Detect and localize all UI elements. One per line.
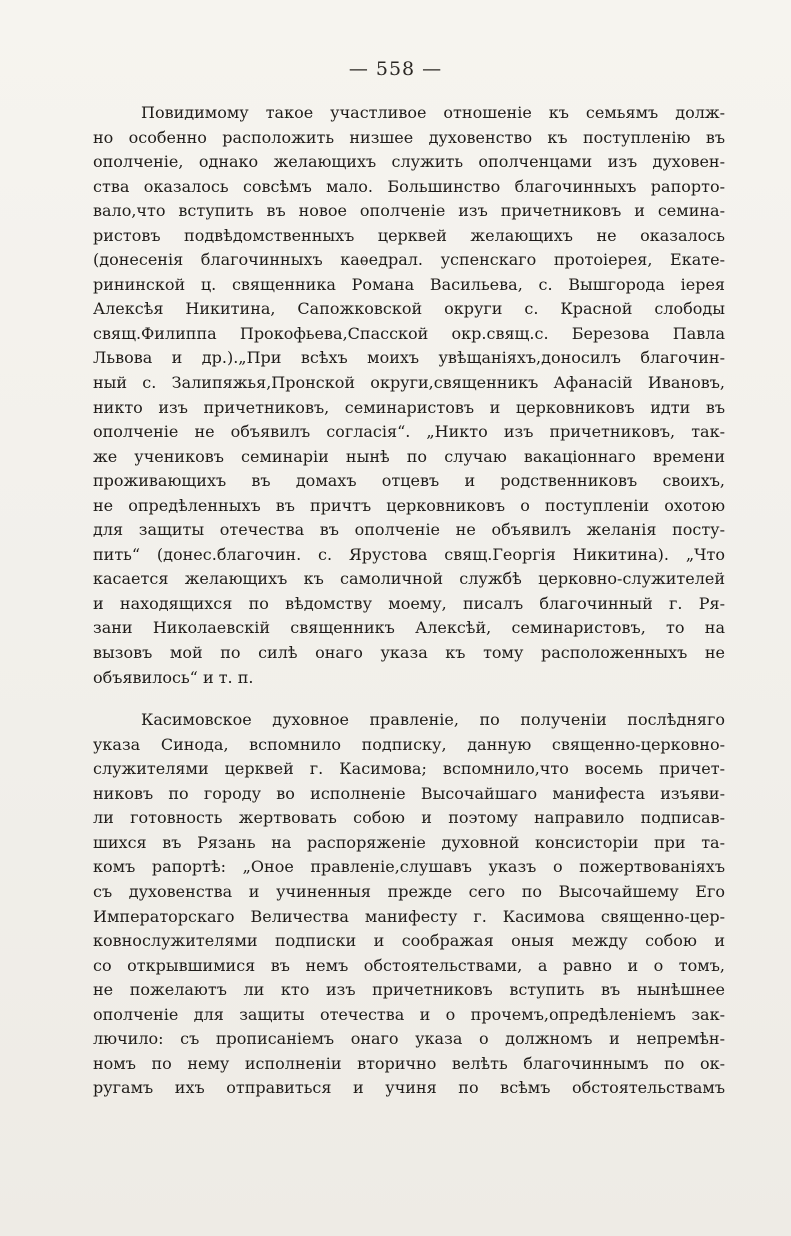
text-line: шихся въ Рязань на распоряженіе духовной консисторіи при та-: [93, 832, 725, 852]
text-line: указа Синода, вспомнило подписку, данную священно-церковно-: [93, 734, 725, 754]
text-line: проживающихъ въ домахъ отцевъ и родственниковъ своихъ,: [93, 471, 725, 491]
text-line: не опредѣленныхъ въ причтъ церковниковъ о поступленіи охотою: [93, 495, 725, 515]
paragraph-2: [93, 708, 725, 1101]
text-line: ли готовность жертвовать собою и поэтому направило подписав-: [93, 808, 725, 828]
text-line: лючило: съ прописаніемъ онаго указа о должномъ и непремѣн-: [93, 1029, 725, 1049]
page-number: — 558 —: [348, 58, 443, 80]
text-line: не пожелаютъ ли кто изъ причетниковъ вступить въ нынѣшнее: [93, 980, 725, 1000]
text-line: номъ по нему исполненіи вторично велѣть благочиннымъ по ок-: [93, 1053, 725, 1073]
text-line: Императорскаго Величества манифесту г. Касимова священно-цер-: [93, 906, 725, 926]
text-line: ополченіе, однако желающихъ служить ополченцами изъ духовен-: [93, 152, 725, 172]
text-line: ства оказалось совсѣмъ мало. Большинство благочинныхъ рапорто-: [93, 176, 725, 196]
text-line: ристовъ подвѣдомственныхъ церквей желающихъ не оказалось: [93, 225, 725, 245]
text-line: никовъ по городу во исполненіе Высочайшаго манифеста изъяви-: [93, 783, 725, 803]
text-line: свящ.Филиппа Прокофьева,Спасской окр.свящ.с. Березова Павла: [93, 323, 725, 343]
paragraph-gap: [93, 690, 725, 708]
body-text: [93, 101, 725, 1101]
text-line: со открывшимися въ немъ обстоятельствами, а равно и о томъ,: [93, 955, 725, 975]
text-line: ругамъ ихъ отправиться и учиня по всѣмъ обстоятельствамъ: [93, 1078, 725, 1098]
text-line: ный с. Залипяжья,Пронской округи,священникъ Афанасій Ивановъ,: [93, 373, 725, 393]
text-line: вало,что вступить въ новое ополченіе изъ причетниковъ и семина-: [93, 201, 725, 221]
text-line: и находящихся по вѣдомству моему, писалъ благочинный г. Ря-: [93, 593, 725, 613]
text-line: Повидимому такое участливое отношеніе къ семьямъ долж-: [141, 103, 725, 122]
text-line: касается желающихъ къ самоличной службѣ церковно-служителей: [93, 569, 725, 589]
text-line: Львова и др.).„При всѣхъ моихъ увѣщаніяхъ,доносилъ благочин-: [93, 348, 725, 368]
text-line: рининской ц. священника Романа Васильева, с. Вышгорода іерея: [93, 274, 725, 294]
text-line: Касимовское духовное правленіе, по полученіи послѣдняго: [141, 710, 725, 730]
text-line: съ духовенства и учиненныя прежде сего по Высочайшему Его: [93, 881, 725, 901]
text-line: объявилось“ и т. п.: [93, 667, 254, 687]
text-line: ополченіе не объявилъ согласія“. „Никто изъ причетниковъ, так-: [93, 422, 725, 442]
text-line: ковнослужителями подписки и соображая оныя между собою и: [93, 931, 725, 951]
text-line: же учениковъ семинаріи нынѣ по случаю вакаціоннаго времени: [93, 446, 725, 466]
text-line: для защиты отечества въ ополченіе не объявилъ желанія посту-: [93, 520, 725, 540]
text-line: зани Николаевскій священникъ Алексѣй, семинаристовъ, то на: [93, 618, 725, 638]
text-line: комъ рапортѣ: „Оное правленіе,слушавъ указъ о пожертвованіяхъ: [93, 857, 725, 877]
text-line: Алексѣя Никитина, Сапожковской округи с. Красной слободы: [93, 299, 725, 319]
text-line: но особенно расположить низшее духовенство къ поступленію въ: [93, 127, 725, 147]
text-line: ополченіе для защиты отечества и о прочемъ,опредѣленіемъ зак-: [93, 1004, 725, 1024]
paragraph-1: [93, 101, 725, 690]
text-line: (донесенія благочинныхъ каѳедрал. успенскаго протоіерея, Екате-: [93, 250, 725, 270]
text-line: вызовъ мой по силѣ онаго указа къ тому расположенныхъ не: [93, 643, 725, 663]
text-line: никто изъ причетниковъ, семинаристовъ и церковниковъ идти въ: [93, 397, 725, 417]
text-line: служителями церквей г. Касимова; вспомнило,что восемь причет-: [93, 759, 725, 779]
text-line: пить“ (донес.благочин. с. Ярустова свящ.Георгія Никитина). „Что: [93, 544, 725, 564]
